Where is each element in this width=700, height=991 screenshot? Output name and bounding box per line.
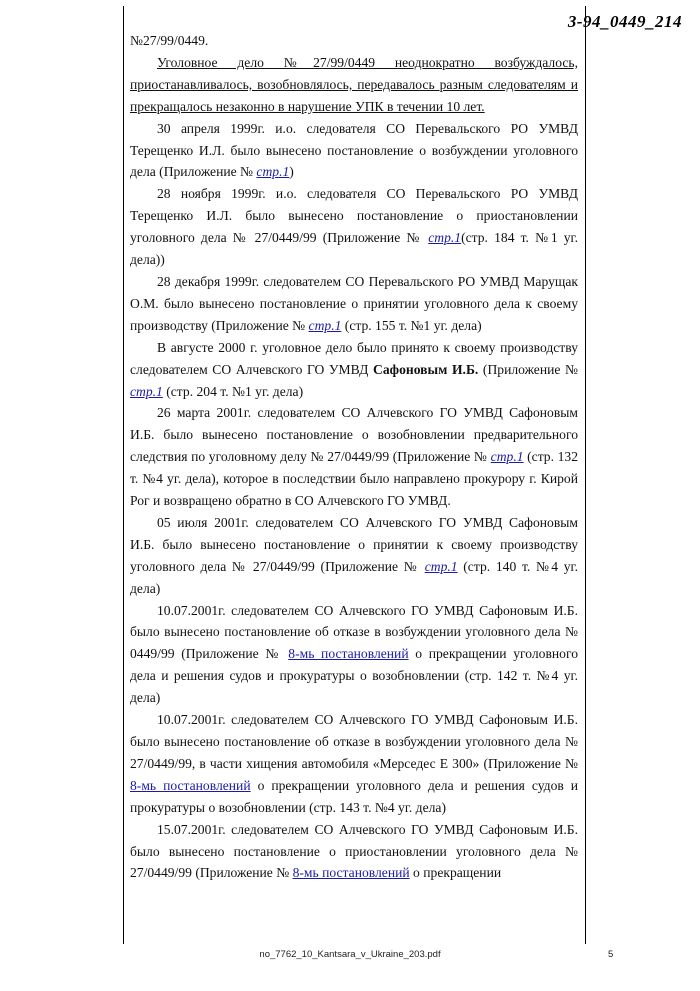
document-body (130, 30, 578, 884)
appendix-link[interactable]: стр.1 (428, 230, 462, 246)
paragraph-text: (стр. 184 т. №1 уг. дела)) (130, 230, 578, 268)
paragraph-text: (стр. 204 т. №1 уг. дела) (162, 383, 304, 399)
paragraph-text: (стр. 140 т. №4 уг. дела) (130, 558, 578, 596)
appendix-link[interactable]: стр.1 (424, 558, 458, 574)
paragraph-text: 05 июля 2001г. следователем СО Алчевского ГО УМВД Сафоновым И.Б. было вынесено постановление о принятии к своему производству уголовного дела № 27/0449/99 (Приложение № (130, 514, 578, 574)
paragraph-case-number: №27/99/0449. (130, 33, 209, 48)
paragraph-text: (стр. 132 т. №4 уг. дела), которое в последствии было направлено прокурору г. Кирой Рог и возвращено обратно в СО Алчевского ГО УМВД. (130, 449, 578, 509)
paragraph-2000-08 (130, 337, 578, 403)
paragraph-text: о прекращении уголовного дела и решения судов и прокуратуры о возобновлении (стр. 143 т. №4 уг. дела) (130, 777, 579, 815)
paragraph-text: 26 марта 2001г. следователем СО Алчевского ГО УМВД Сафоновым И.Б. было вынесено постановление о возобновлении предварительного следствия по уголовному делу № 27/0449/99 (Приложение № (130, 405, 578, 465)
paragraph-summary: Уголовное дело №27/99/0449 неоднократно возбуждалось, приостанавливалось, возобновлялось, передавалось разным следователям и прекращалось незаконно в нарушение УПК в течении 10 лет. (130, 54, 578, 114)
paragraph-2001-03-26 (130, 402, 578, 512)
left-margin-rule (123, 6, 124, 944)
paragraph-text: 10.07.2001г. следователем СО Алчевского ГО УМВД Сафоновым И.Б. было вынесено постановление об отказе в возбуждении уголовного дела № 27/0449/99, в части хищения автомобиля «Мерседес Е 300» (Приложение № (130, 712, 578, 771)
document-code-header: 3-94_0449_214 (567, 12, 682, 31)
paragraph-text: (Приложение № (478, 361, 578, 377)
appendix-link[interactable]: 8-мь постановлений (130, 777, 251, 793)
paragraph-2001-07-15 (130, 819, 578, 885)
paragraph-text: 10.07.2001г. следователем СО Алчевского ГО УМВД Сафоновым И.Б. было вынесено постановление об отказе в возбуждении уголовного дела № 0449/99 (Приложение № (130, 602, 578, 662)
footer-filename: no_7762_10_Kantsara_v_Ukraine_203.pdf (259, 949, 441, 960)
paragraph-text: о прекращении (409, 865, 502, 881)
paragraph-text: 28 ноября 1999г. и.о. следователя СО Перевальского РО УМВД Терещенко И.Л. было вынесено постановление о приостановлении уголовного дела № 27/0449/99 (Приложение № (130, 186, 578, 246)
paragraph-2001-07-10-a (130, 600, 578, 710)
paragraph-1999-12-28 (130, 271, 578, 337)
appendix-link[interactable]: стр.1 (256, 164, 290, 180)
investigator-name: Сафоновым И.Б. (373, 361, 479, 377)
appendix-link[interactable]: стр.1 (308, 317, 342, 333)
appendix-link[interactable]: 8-мь постановлений (292, 865, 410, 881)
paragraph-text: о прекращении уголовного дела и решения судов и прокуратуры о возобновлении (стр. 142 т. №4 уг. дела) (130, 646, 578, 706)
paragraph-text: ) (289, 164, 294, 180)
appendix-link[interactable]: 8-мь постановлений (288, 646, 409, 662)
appendix-link[interactable]: стр.1 (490, 449, 524, 465)
right-margin-rule (585, 6, 586, 944)
paragraph-text: 30 апреля 1999г. и.о. следователя СО Перевальского РО УМВД Терещенко И.Л. было вынесено постановление о возбуждении уголовного дела (Приложение № (130, 120, 578, 180)
paragraph-text: В августе 2000 г. уголовное дело было принято к своему производству следователем СО Алчевского ГО УМВД (130, 339, 578, 377)
paragraph-text: (стр. 155 т. №1 уг. дела) (341, 317, 482, 333)
paragraph-1999-11-28 (130, 183, 578, 271)
paragraph-1999-04-30 (130, 118, 578, 184)
paragraph-2001-07-10-b (130, 709, 578, 819)
paragraph-text: 15.07.2001г. следователем СО Алчевского ГО УМВД Сафоновым И.Б. было вынесено постановление о приостановлении уголовного дела № 27/0449/99 (Приложение № (130, 821, 578, 881)
paragraph-2001-07-05 (130, 512, 578, 600)
paragraph-text: 28 декабря 1999г. следователем СО Перевальского РО УМВД Марущак О.М. было вынесено постановление о принятии уголовного дела к своему производству (Приложение № (130, 273, 578, 333)
appendix-link[interactable]: стр.1 (130, 383, 163, 399)
footer-page-number: 5 (608, 949, 614, 960)
